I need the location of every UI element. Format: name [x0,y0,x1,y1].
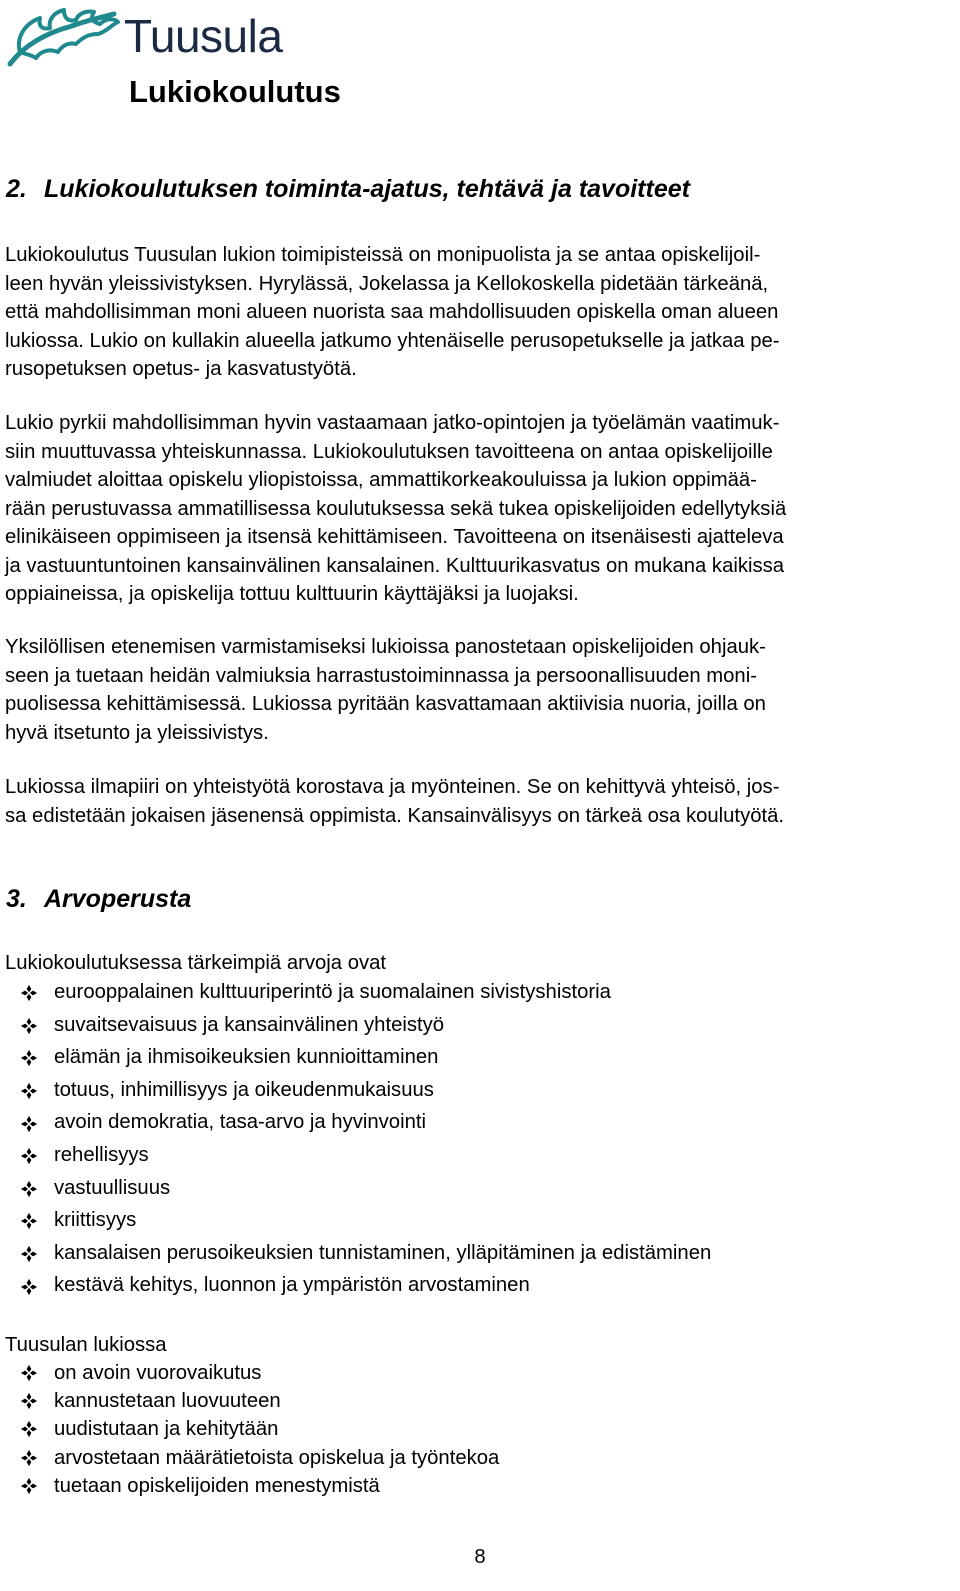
item-text: kriittisyys [54,1209,137,1232]
list-item [0,977,711,1010]
section-3-heading [6,882,191,916]
text-line: elinikäiseen oppimiseen ja itsensä kehittämiseen. Tavoitteena on itsenäisesti ajatteleva [5,526,784,548]
diamond-bullet-icon [20,1449,38,1467]
diamond-bullet-icon [20,1147,38,1165]
item-text: on avoin vuorovaikutus [54,1362,262,1384]
list-item [0,1238,711,1271]
list-item [0,1042,711,1075]
text-line: että mahdollisimman moni alueen nuorista saa mahdollisuuden opiskella oman alueen [5,301,779,323]
section-title: Arvoperusta [44,885,192,913]
item-text: avoin demokratia, tasa-arvo ja hyvinvointi [54,1111,427,1134]
list-item [0,1107,711,1140]
item-text: vastuullisuus [54,1176,171,1199]
logo-wordmark: Tuusula [124,10,283,62]
item-text: elämän ja ihmisoikeuksien kunnioittaminen [54,1046,439,1069]
text-line: lukiossa. Lukio on kullakin alueella jatkumo yhtenäiselle perusopetukselle ja jatkaa pe- [5,329,780,352]
list-item [0,1270,711,1303]
diamond-bullet-icon [20,1180,38,1198]
text-line: Lukiossa ilmapiiri on yhteistyötä korostava ja myönteinen. Se on kehittyvä yhteisö, jos- [5,776,780,798]
values-list [0,977,711,1303]
list-item [0,1444,499,1472]
diamond-bullet-icon [20,1392,38,1410]
oak-leaf-logo-icon [2,4,122,70]
list-item [0,1415,499,1443]
tuusula-list [0,1359,499,1500]
list-item [0,1010,711,1043]
section-number: 2. [6,175,27,203]
item-text: totuus, inhimillisyys ja oikeudenmukaisuus [54,1078,434,1101]
text-line: Yksilöllisen etenemisen varmistamiseksi lukioissa panostetaan opiskelijoiden ohjauk- [5,636,766,658]
section-number: 3. [6,885,27,913]
paragraph-4 [5,773,949,830]
diamond-bullet-icon [20,984,38,1002]
text-line: oppiaineissa, ja opiskelija tottuu kulttuurin käyttäjäksi ja luojaksi. [5,583,579,605]
document-title: Lukiokoulutus [129,74,341,109]
item-text: kestävä kehitys, luonnon ja ympäristön arvostaminen [54,1274,530,1297]
text-line: Lukio pyrkii mahdollisimman hyvin vastaamaan jatko-opintojen ja työelämän vaatimuk- [5,412,780,434]
paragraph-1 [5,241,949,384]
text-line: rään perustuvassa ammatillisessa koulutuksessa sekä tukea opiskelijoiden edellytyksiä [5,497,787,520]
text-line: siin muuttuvassa yhteiskunnassa. Lukiokoulutuksen tavoitteena on antaa opiskelijoille [5,440,773,463]
paragraph-3 [5,633,949,747]
text-line: hyvä itsetunto ja yleissivistys. [5,721,269,744]
text-line: rusopetuksen opetus- ja kasvatustyötä. [5,358,357,380]
section-title: Lukiokoulutuksen toiminta-ajatus, tehtävä ja tavoitteet [44,175,690,203]
list-item [0,1140,711,1173]
list-item [0,1359,499,1387]
diamond-bullet-icon [20,1278,38,1296]
item-text: suvaitsevaisuus ja kansainvälinen yhteistyö [54,1013,445,1036]
text-line: Lukiokoulutus Tuusulan lukion toimipisteissä on monipuolista ja se antaa opiskelijoil- [5,244,761,266]
tuusula-logo [2,4,322,70]
diamond-bullet-icon [20,1115,38,1133]
diamond-bullet-icon [20,1245,38,1263]
text-line: leen hyvän yleissivistyksen. Hyrylässä, Jokelassa ja Kellokoskella pidetään tärkeänä, [5,272,769,295]
diamond-bullet-icon [20,1420,38,1438]
item-text: uudistutaan ja kehitytään [54,1418,279,1441]
diamond-bullet-icon [20,1212,38,1230]
tuusula-intro: Tuusulan lukiossa [5,1334,167,1356]
text-line: valmiudet aloittaa opiskelu yliopistoissa, ammattikorkeakouluissa ja lukion oppimää- [5,469,757,491]
text-line: sa edistetään jokaisen jäsenensä oppimista. Kansainvälisyys on tärkeä osa koulutyötä. [5,804,785,827]
text-line: seen ja tuetaan heidän valmiuksia harrastustoiminnassa ja persoonallisuuden moni- [5,664,757,687]
section-2-heading [6,172,690,206]
paragraph-2 [5,409,949,609]
text-line: ja vastuuntuntoinen kansainvälinen kansalainen. Kulttuurikasvatus on mukana kaikissa [5,554,785,577]
item-text: kansalaisen perusoikeuksien tunnistaminen, ylläpitäminen ja edistäminen [54,1241,712,1264]
item-text: tuetaan opiskelijoiden menestymistä [54,1474,380,1497]
list-item [0,1387,499,1415]
diamond-bullet-icon [20,1017,38,1035]
text-line: puolisessa kehittämisessä. Lukiossa pyritään kasvattamaan aktiivisia nuoria, joilla on [5,693,766,715]
list-item [0,1205,711,1238]
page-number: 8 [474,1546,486,1568]
list-item [0,1472,499,1500]
diamond-bullet-icon [20,1364,38,1382]
item-text: arvostetaan määrätietoista opiskelua ja työntekoa [54,1446,500,1469]
item-text: kannustetaan luovuuteen [54,1390,281,1413]
item-text: eurooppalainen kulttuuriperintö ja suomalainen sivistyshistoria [54,981,611,1003]
list-item [0,1075,711,1108]
diamond-bullet-icon [20,1049,38,1067]
item-text: rehellisyys [54,1143,149,1166]
diamond-bullet-icon [20,1082,38,1100]
diamond-bullet-icon [20,1477,38,1495]
values-intro: Lukiokoulutuksessa tärkeimpiä arvoja ovat [5,952,387,974]
list-item [0,1173,711,1206]
